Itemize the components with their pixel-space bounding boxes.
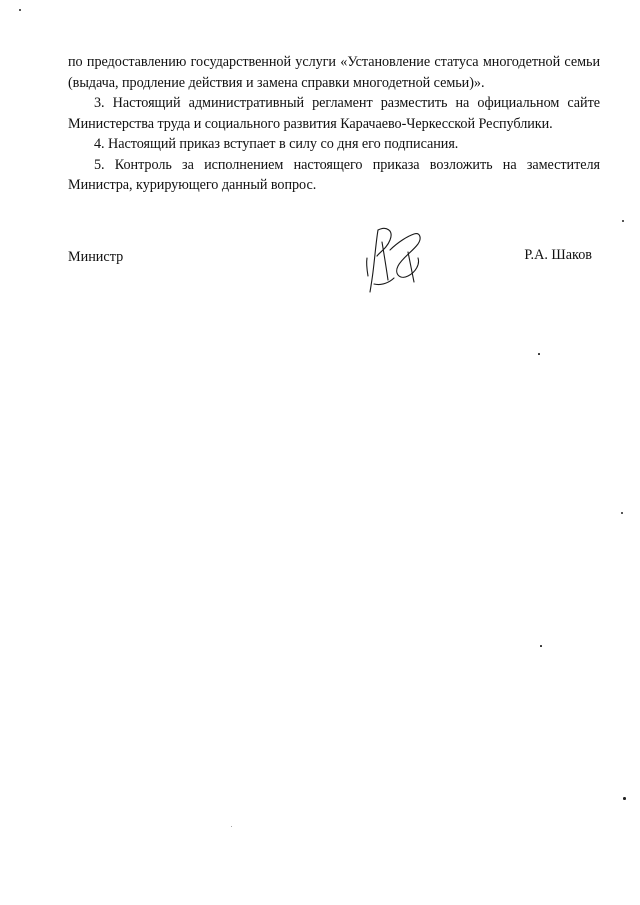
scan-speck (540, 645, 542, 647)
scan-speck (623, 797, 626, 800)
handwritten-signature (364, 222, 434, 294)
signatory-title: Министр (68, 249, 124, 265)
paragraph-item-5: 5. Контроль за исполнением настоящего приказа возложить на заместителя Министра, курирующего данный вопрос. (68, 156, 600, 193)
scan-speck (19, 9, 21, 11)
scan-speck (231, 826, 232, 827)
signature-block (68, 222, 600, 302)
paragraph-item-3: 3. Настоящий административный регламент разместить на официальном сайте Министерства труда и социального развития Карачаево-Черкесской Республики. (68, 95, 600, 132)
scan-speck (621, 512, 623, 514)
scan-speck (622, 220, 624, 222)
paragraph-continuation: по предоставлению государственной услуги «Установление статуса многодетной семьи (выдача, продление действия и замена справки многодетной семьи)». (68, 54, 600, 91)
scan-speck (538, 353, 540, 355)
document-body (68, 52, 600, 196)
signatory-name: Р.А. Шаков (524, 247, 592, 263)
paragraph-item-4: 4. Настоящий приказ вступает в силу со дня его подписания. (94, 136, 459, 152)
